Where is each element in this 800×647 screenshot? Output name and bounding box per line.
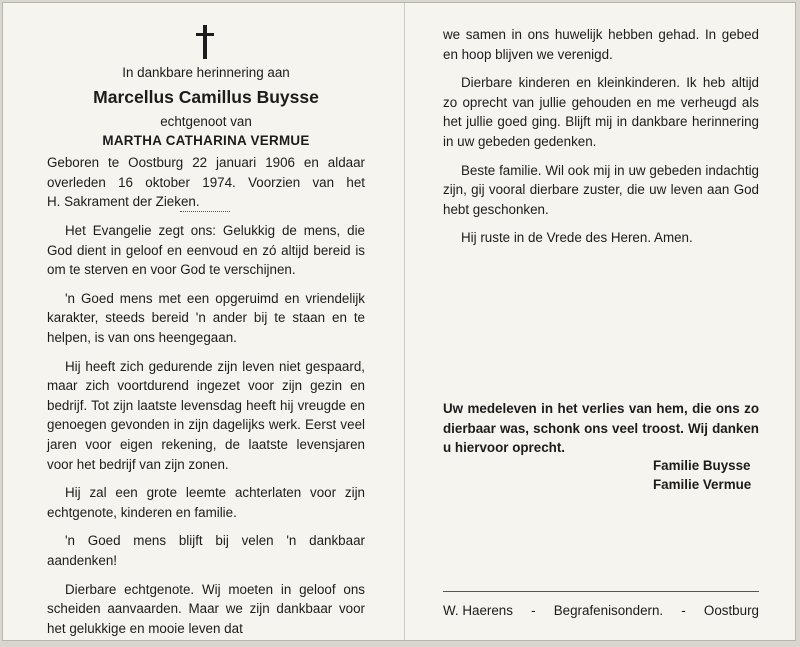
birth-death-info bbox=[47, 153, 365, 212]
born-line-1: Geboren te Oostburg 22 januari 1906 en aldaar bbox=[47, 155, 365, 170]
paragraph: Dierbare kinderen en kleinkinderen. Ik heb altijd zo oprecht van jullie gehouden en me verheugd als het jullie goed ging. Blijft mij in dankbare herinnering in uw gebeden gedenken. bbox=[443, 75, 759, 149]
cross-icon bbox=[196, 25, 214, 59]
paragraph: Beste familie. Wil ook mij in uw gebeden indachtig zijn, gij vooral dierbare zuster, die uw leven aan God hebt geschonken. bbox=[443, 162, 759, 217]
born-line-3: H. Sakrament der Zieken. bbox=[47, 194, 200, 210]
deceased-name: Marcellus Camillus Buysse bbox=[93, 87, 319, 107]
paragraph: Dierbare echtgenote. Wij moeten in geloof ons scheiden aanvaarden. Maar we zijn dankbaar voor het gelukkige en mooie leven dat bbox=[47, 581, 365, 636]
paragraph: Het Evangelie zegt ons: Gelukkig de mens, die God dient in geloof en eenvoud en zó altijd bereid is om te sterven en voor God te verschijnen. bbox=[47, 223, 365, 278]
footer: W. Haerens - Begrafenisondern. - Oostburg bbox=[443, 603, 759, 618]
paragraph: 'n Goed mens blijft bij velen 'n dankbaar aandenken! bbox=[47, 533, 365, 568]
paragraph: 'n Goed mens met een opgeruimd en vriendelijk karakter, steeds bereid 'n ander bij te staan en te helpen, is van ons heengegaan. bbox=[47, 290, 365, 345]
left-body bbox=[47, 221, 365, 647]
separator bbox=[180, 211, 230, 212]
undertaker-trade: Begrafenisondern. bbox=[553, 603, 664, 618]
intro-text: In dankbare herinnering aan bbox=[122, 65, 290, 80]
born-line-2: overleden 16 oktober 1974. Voorzien van het bbox=[47, 174, 365, 190]
footer-rule bbox=[443, 591, 759, 592]
spouse-name: MARTHA CATHARINA VERMUE bbox=[102, 133, 310, 148]
paragraph: we samen in ons huwelijk hebben gehad. In gebed en hoop blijven we verenigd. bbox=[443, 27, 759, 62]
undertaker-place: Oostburg bbox=[703, 603, 759, 618]
undertaker-name: W. Haerens bbox=[443, 603, 513, 618]
fold-line bbox=[404, 3, 405, 640]
paragraph: Hij heeft zich gedurende zijn leven niet gespaard, maar zich voortdurend ingezet voor zijn gezin en bedrijf. Tot zijn laatste levensdag heeft hij vreugde en genoegen gevonden in zijn dagelijks werk. Eerst veel jaren voor eigen rekening, de laatste levensjaren voor het bedrijf van zijn zonen. bbox=[47, 358, 365, 472]
relation-text: echtgenoot van bbox=[160, 114, 252, 129]
thanks-text: Uw medeleven in het verlies van hem, die ons zo dierbaar was, schonk ons veel troost. Wij danken u hiervoor oprecht. bbox=[443, 401, 759, 456]
paragraph: Hij ruste in de Vrede des Heren. Amen. bbox=[461, 230, 693, 246]
memorial-card bbox=[2, 2, 796, 641]
right-body bbox=[443, 25, 759, 257]
family-vermue: Familie Vermue bbox=[653, 477, 752, 492]
family-buysse: Familie Buysse bbox=[653, 458, 751, 473]
paragraph: Hij zal een grote leemte achterlaten voor zijn echtgenote, kinderen en familie. bbox=[47, 485, 365, 520]
